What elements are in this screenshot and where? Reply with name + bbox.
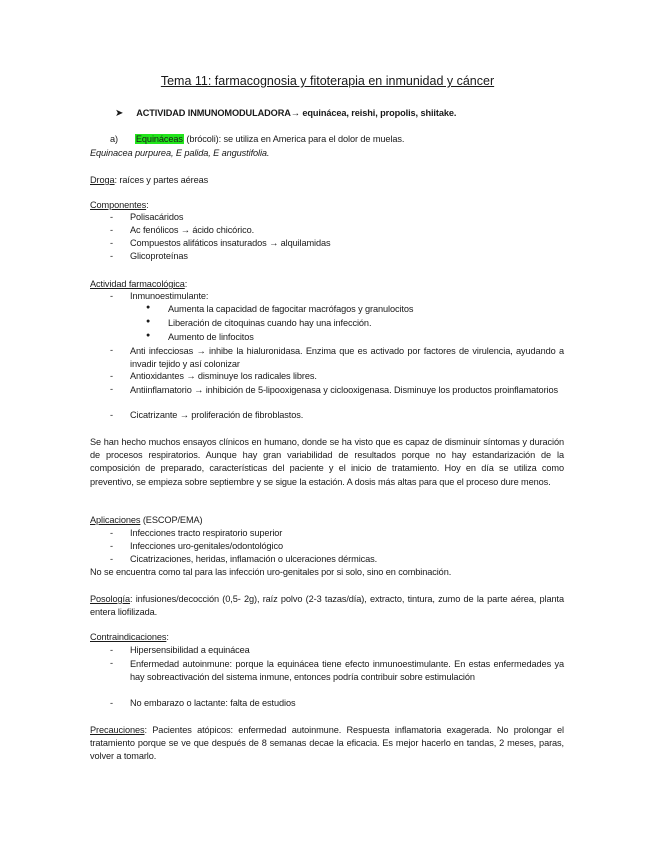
list-item-text: Hipersensibilidad a equinácea xyxy=(130,645,250,655)
list-item xyxy=(110,698,113,708)
dash-icon: - xyxy=(110,384,113,394)
arrow-bullet-icon: ➤ xyxy=(115,108,124,119)
droga-label: Droga xyxy=(90,175,115,185)
activity-label: ACTIVIDAD INMUNOMODULADORA xyxy=(136,108,291,118)
list-item xyxy=(110,384,113,394)
list-item xyxy=(110,251,113,261)
bullet-icon: ● xyxy=(146,304,151,311)
list-item-text: Ac fenólicos → ácido chicórico. xyxy=(130,225,255,235)
dash-icon: - xyxy=(110,528,113,538)
list-item xyxy=(110,238,113,248)
precauciones-label: Precauciones xyxy=(90,725,145,735)
precauciones-paragraph xyxy=(90,724,564,764)
list-item-text: Glicoproteínas xyxy=(130,251,188,261)
list-item-text: Enfermedad autoinmune: porque la equinácea tiene efecto inmunoestimulante. En estas enfermedades ya hay sobreactivación del sistema inmune, entonces podría contribuir sobre estimulación xyxy=(130,659,564,682)
list-item xyxy=(110,528,113,538)
componentes-label: Componentes xyxy=(90,200,147,210)
contraindicaciones-heading xyxy=(90,632,169,642)
bullet-icon: ● xyxy=(146,332,151,339)
list-item-text: Compuestos alifáticos insaturados → alquilamidas xyxy=(130,238,331,248)
title-text: Tema 11: farmacognosia y fitoterapia en inmunidad y cáncer xyxy=(160,74,495,88)
dash-icon: - xyxy=(110,698,113,708)
aplicaciones-suffix: (ESCOP/EMA) xyxy=(140,515,203,525)
dash-icon: - xyxy=(110,554,113,564)
list-item xyxy=(110,658,113,668)
list-item xyxy=(110,645,113,655)
arrow-icon: → xyxy=(290,108,300,118)
list-item-text: Polisacáridos xyxy=(130,212,184,222)
list-item xyxy=(110,212,113,222)
sub-list-item: Aumenta la capacidad de fagocitar macrófagos y granulocitos xyxy=(168,304,414,314)
contraindicaciones-colon: : xyxy=(166,632,169,642)
list-item-text: Inmunoestimulante: xyxy=(130,291,209,301)
aplicaciones-note: No se encuentra como tal para las infección uro-genitales por si solo, sino en combinación. xyxy=(90,567,452,577)
dash-icon: - xyxy=(110,345,113,355)
contraindicaciones-label: Contraindicaciones xyxy=(90,632,167,642)
posologia-text: : infusiones/decocción (0,5- 2g), raíz polvo (2-3 tazas/día), extracto, tintura, zumo de la parte aérea, planta entera liofilizada. xyxy=(90,594,564,617)
ensayos-paragraph: Se han hecho muchos ensayos clínicos en humano, donde se ha visto que es capaz de disminuir síntomas y duración de procesos respiratorios. Aunque hay gran variabilidad de resultados porque no hay estandarización de la composición de preparado, características del paciente y el inicio de tratamiento. Hoy en día se utiliza como preventivo, se empieza sobre septiembre y se sigue la estación. A dosis más altas para que el proceso dure menos. xyxy=(90,437,564,487)
list-item-text: Infecciones tracto respiratorio superior xyxy=(130,528,283,538)
list-item xyxy=(110,371,113,381)
dash-icon: - xyxy=(110,251,113,261)
dash-icon: - xyxy=(110,291,113,301)
posologia-label: Posología xyxy=(90,594,130,604)
componentes-colon: : xyxy=(146,200,149,210)
highlighted-term: Equináceas xyxy=(135,134,183,144)
activity-text: equinácea, reishi, propolis, shiitake. xyxy=(299,108,457,118)
list-item-text: Infecciones uro-genitales/odontológico xyxy=(130,541,284,551)
list-item-text: Cicatrizante → proliferación de fibroblastos. xyxy=(130,410,304,420)
list-item xyxy=(110,410,113,420)
page-title xyxy=(0,74,655,88)
list-item-text: Antiinflamatorio → inhibición de 5-lipooxigenasa y ciclooxigenasa. Disminuye los productos proinflamatorios xyxy=(130,385,558,395)
dash-icon: - xyxy=(110,541,113,551)
dash-icon: - xyxy=(110,225,113,235)
dash-icon: - xyxy=(110,645,113,655)
list-item xyxy=(110,541,113,551)
list-item-text: No embarazo o lactante: falta de estudios xyxy=(130,698,296,708)
sub-list-item: Liberación de citoquinas cuando hay una infección. xyxy=(168,318,372,328)
dash-icon: - xyxy=(110,371,113,381)
list-item xyxy=(110,345,113,355)
dash-icon: - xyxy=(110,410,113,420)
species-line: Equinacea purpurea, E palida, E angustifolia. xyxy=(90,148,270,158)
aplicaciones-label: Aplicaciones xyxy=(90,515,141,525)
actividad-label: Actividad farmacológica xyxy=(90,279,185,289)
bullet-icon: ● xyxy=(146,318,151,325)
actividad-colon: : xyxy=(184,279,188,289)
precauciones-text: : Pacientes atópicos: enfermedad autoinmune. Respuesta inflamatoria exagerada. No prolongar el tratamiento porque se ve que después de 8 semanas decae la eficacia. Es mejor hacerlo en tandas, 2 meses, paras, volver a tomarlo. xyxy=(90,725,564,762)
componentes-heading xyxy=(90,200,149,210)
item-a-text: (brócoli): se utiliza en America para el dolor de muelas. xyxy=(183,134,405,144)
dash-icon: - xyxy=(110,212,113,222)
activity-line xyxy=(115,108,456,119)
dash-icon: - xyxy=(110,238,113,248)
item-a-marker: a) xyxy=(110,134,118,144)
droga-text: : raíces y partes aéreas xyxy=(114,175,209,185)
dash-icon: - xyxy=(110,658,113,668)
item-a-line xyxy=(110,134,404,144)
list-item-text: Cicatrizaciones, heridas, inflamación o ulceraciones dérmicas. xyxy=(130,554,378,564)
actividad-heading xyxy=(90,279,187,289)
aplicaciones-heading xyxy=(90,515,203,525)
posologia-paragraph xyxy=(90,593,564,619)
sub-list-item: Aumento de linfocitos xyxy=(168,332,254,342)
droga-line xyxy=(90,175,208,185)
list-item xyxy=(110,291,113,301)
list-item xyxy=(110,554,113,564)
list-item-text: Anti infecciosas → inhibe la hialuronidasa. Enzima que es activado por factores de virulencia, ayudando a invadir tejido y así colonizar xyxy=(130,346,564,369)
list-item xyxy=(110,225,113,235)
list-item-text: Antioxidantes → disminuye los radicales libres. xyxy=(130,371,317,381)
